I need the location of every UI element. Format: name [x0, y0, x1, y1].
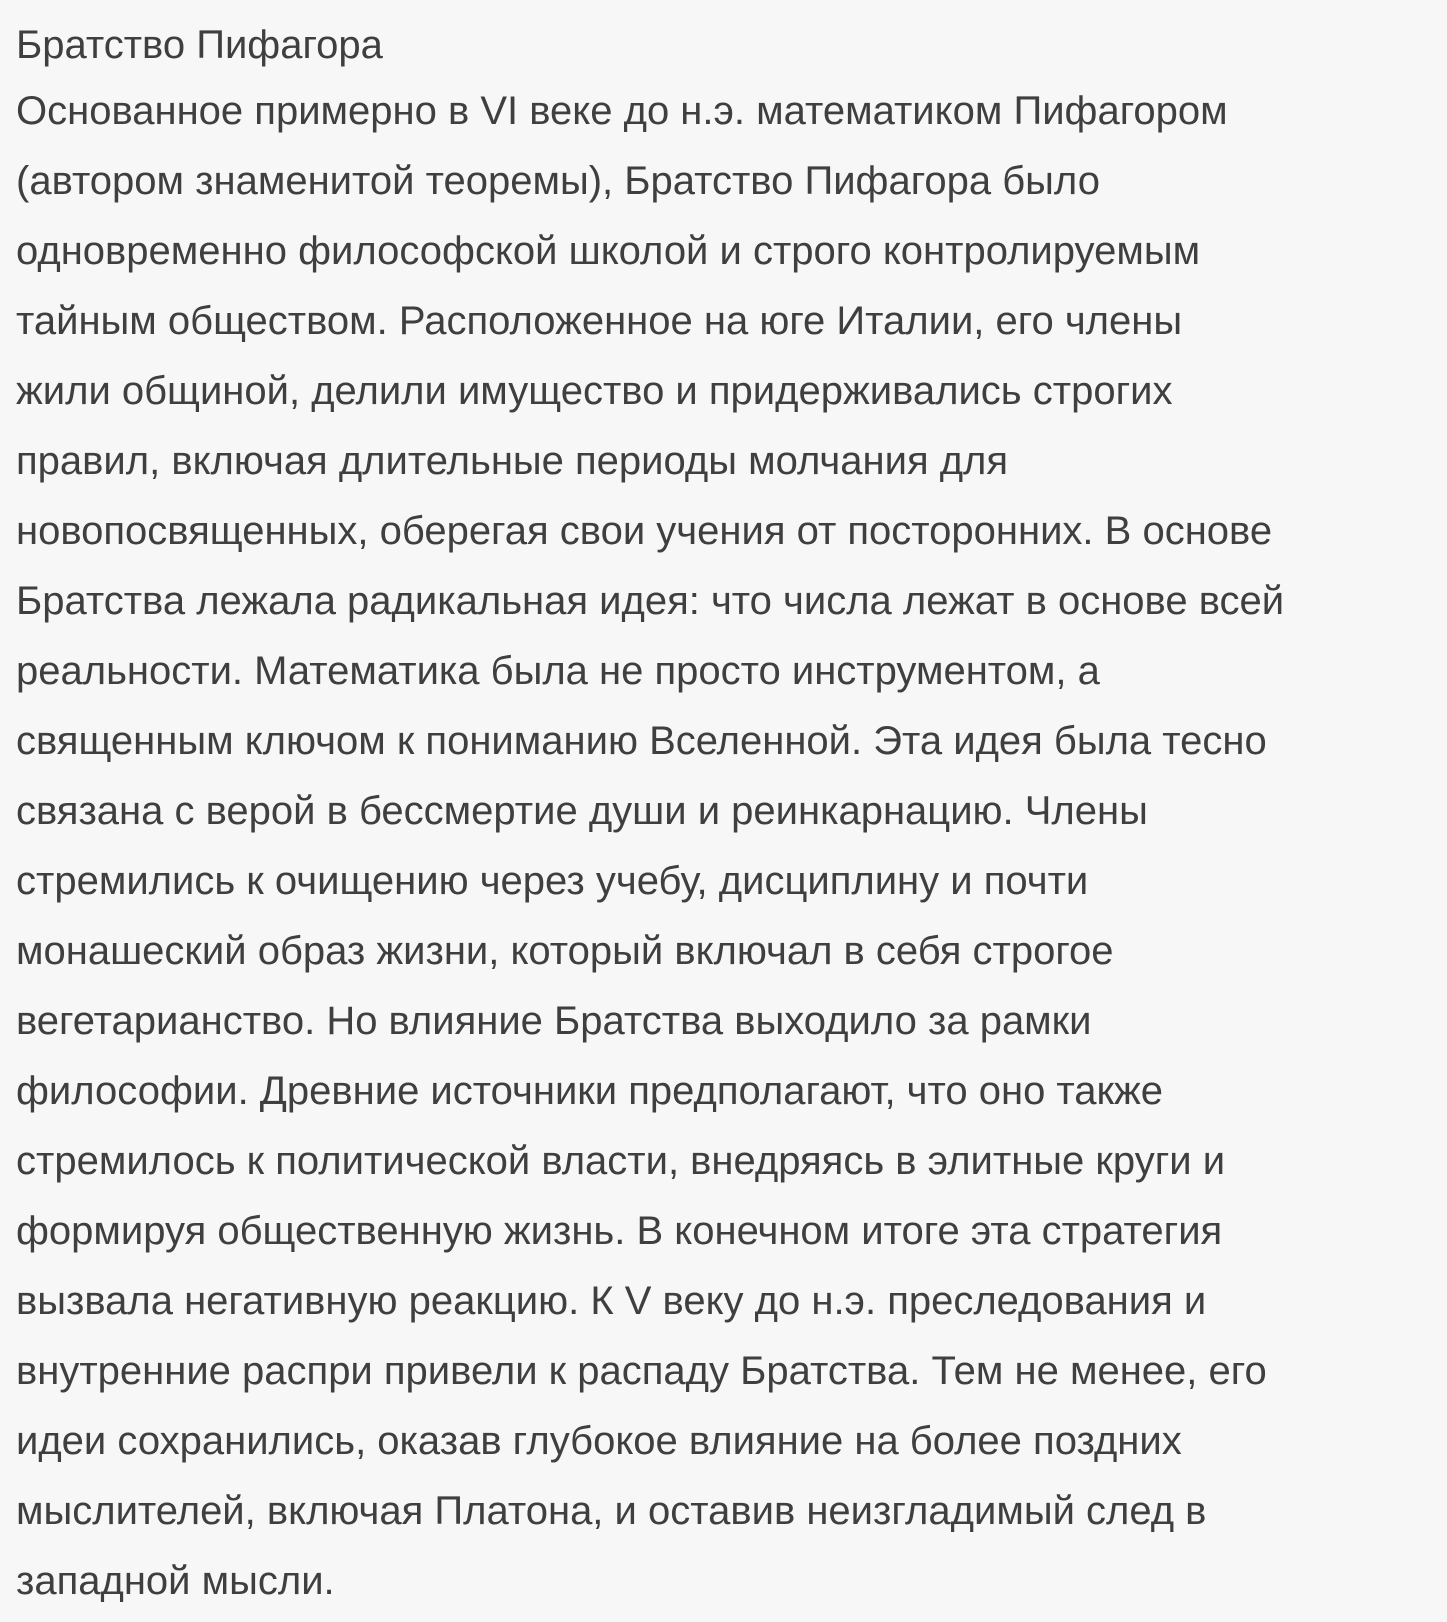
body-line: внутренние распри привели к распаду Братства. Тем не менее, его	[16, 1349, 1267, 1393]
body-line: идеи сохранились, оказав глубокое влияние на более поздних	[16, 1419, 1182, 1463]
body-line: Братства лежала радикальная идея: что числа лежат в основе всей	[16, 579, 1285, 623]
body-line: одновременно философской школой и строго контролируемым	[16, 229, 1201, 273]
body-line: новопосвященных, оберегая свои учения от посторонних. В основе	[16, 509, 1273, 553]
document-body	[16, 76, 1433, 1616]
body-line: монашеский образ жизни, который включал в себя строгое	[16, 929, 1114, 973]
body-line: правил, включая длительные периоды молчания для	[16, 439, 1009, 483]
body-line: мыслителей, включая Платона, и оставив неизгладимый след в	[16, 1489, 1207, 1533]
body-line: связана с верой в бессмертие души и реинкарнацию. Члены	[16, 789, 1148, 833]
body-line: жили общиной, делили имущество и придерживались строгих	[16, 369, 1173, 413]
body-line: стремились к очищению через учебу, дисциплину и почти	[16, 859, 1089, 903]
body-line: реальности. Математика была не просто инструментом, а	[16, 649, 1100, 693]
body-line: вызвала негативную реакцию. К V веку до н.э. преследования и	[16, 1279, 1207, 1323]
body-line: вегетарианство. Но влияние Братства выходило за рамки	[16, 999, 1092, 1043]
body-line: Основанное примерно в VI веке до н.э. математиком Пифагором	[16, 89, 1228, 133]
document-title: Братство Пифагора	[16, 23, 383, 67]
body-line: философии. Древние источники предполагают, что оно также	[16, 1069, 1164, 1113]
body-line: тайным обществом. Расположенное на юге Италии, его члены	[16, 299, 1183, 343]
body-line: стремилось к политической власти, внедряясь в элитные круги и	[16, 1139, 1226, 1183]
body-line: священным ключом к пониманию Вселенной. Эта идея была тесно	[16, 719, 1267, 763]
body-line: западной мысли.	[16, 1559, 335, 1603]
body-line: (автором знаменитой теоремы), Братство Пифагора было	[16, 159, 1100, 203]
body-line: формируя общественную жизнь. В конечном итоге эта стратегия	[16, 1209, 1223, 1253]
